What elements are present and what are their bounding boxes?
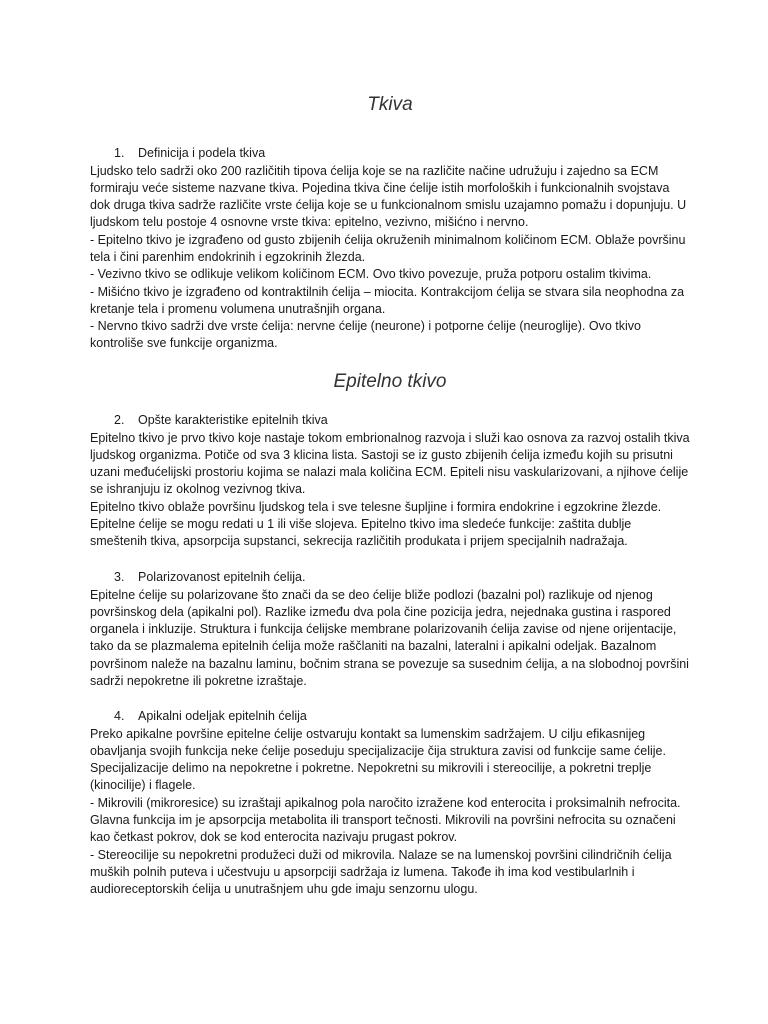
paragraph: - Mikrovili (mikroresice) su izraštaji apikalnog pola naročito izražene kod enterocita i proksimalnih nefrocita. Glavna funkcija im je apsorpcija metabolita ili transport tečnosti. Mikrovili na površini nefrocita su označeni kao četkast pokrov, dok se kod enterocita nazivaju prugast pokrov. — [90, 795, 681, 845]
section-opste-karakteristike — [90, 412, 690, 551]
section-apikalni-odeljak — [90, 708, 690, 898]
section-heading-text: Definicija i podela tkiva — [138, 146, 266, 160]
paragraph: - Vezivno tkivo se odlikuje velikom količinom ECM. Ovo tkivo povezuje, pruža potporu ostalim tkivima. — [90, 267, 652, 282]
section-heading — [90, 145, 690, 163]
section-heading — [90, 569, 690, 587]
paragraph: - Epitelno tkivo je izgrađeno od gusto zbijenih ćelija okruženih minimalnom količinom ECM. Oblaže površinu tela i čini parenhim endokrinih i egzokrinih žlezda. — [90, 232, 686, 264]
section-heading — [90, 412, 690, 430]
section-heading — [90, 708, 690, 726]
section-polarizovanost — [90, 569, 690, 690]
section-title: Epitelno tkivo — [333, 371, 447, 392]
paragraph: - Stereocilije su nepokretni produžeci duži od mikrovila. Nalaze se na lumenskoj površini cilindričnih ćelija muških polnih puteva i učestvuju u apsorpciji sadržaja iz lumena. Takođe ih ima kod vestibularlnih i audioreceptorskih ćelija u unutrašnjem uhu gde imaju senzornu ulogu. — [90, 847, 672, 897]
section-number: 3. — [114, 570, 125, 584]
section-heading-text: Polarizovanost epitelnih ćelija. — [138, 570, 306, 584]
document-title: Tkiva — [367, 94, 413, 115]
paragraph: Ljudsko telo sadrži oko 200 različitih tipova ćelija koje se na različite načine udružuju i zajedno sa ECM formiraju veće sisteme nazvane tkiva. Pojedina tkiva čine ćelije istih morfoloških i funkcionalnih svojstava dok druga tkiva sadrže različite vrste ćelija koje se u funkcionalnom smislu uzajamno pomažu i dopunjuju. U ljudskom telu postoje 4 osnovne vrste tkiva: epitelno, vezivno, mišićno i nervno. — [90, 163, 687, 230]
section-number: 1. — [114, 146, 125, 160]
section-number: 2. — [114, 413, 125, 427]
section-number: 4. — [114, 709, 125, 723]
section-heading-text: Apikalni odeljak epitelnih ćelija — [138, 709, 307, 723]
paragraph: Epitelno tkivo je prvo tkivo koje nastaje tokom embrionalnog razvoja i služi kao osnova za razvoj ostalih tkiva ljudskog organizma. Potiče od sva 3 klicina lista. Sastoji se iz gusto zbijenih ćelija između kojih su prisutni uzani međućelijski prostoriu kojima se nalazi mala količina ECM. Epiteli nisu vaskularizovani, a njihove ćelije se ishranjuju iz okolnog vezivnog tkiva. — [90, 430, 690, 497]
paragraph: Epitelno tkivo oblaže površinu ljudskog tela i sve telesne šupljine i formira endokrine i egzokrine žlezde. Epitelne ćelije se mogu redati u 1 ili više slojeva. Epitelno tkivo ima sledeće funkcije: zaštita dublje smeštenih tkiva, apsorpcija supstanci, sekrecija različitih produkata i prijem specijalnih nadražaja. — [90, 499, 662, 549]
section-definicija — [90, 145, 690, 353]
paragraph: Preko apikalne površine epitelne ćelije ostvaruju kontakt sa lumenskim sadržajem. U cilju efikasnijeg obavljanja svojih funkcija neke ćelije poseduju specijalizacije čija struktura zavisi od funkcije same ćelije. Specijalizacije delimo na nepokretne i pokretne. Nepokretni su mikrovili i stereocilije, a pokretni treplje (kinocilije) i flagele. — [90, 726, 666, 793]
paragraph: Epitelne ćelije su polarizovane što znači da se deo ćelije bliže podlozi (bazalni pol) razlikuje od njenog površinskog dela (apikalni pol). Razlike između dva pola čine pozicija jedra, nejednaka gustina i raspored organela i inkluzije. Struktura i funkcija ćelijske membrane polarizovanih ćelija zavise od njene orijentacije, tako da se plazmalema epitelnih ćelija može raščlaniti na bazalni, lateralni i apikalni odeljak. Bazalnom površinom naleže na bazalnu laminu, bočnim strana se povezuje sa susednim ćelija, a na slobodnoj površini sadrži nepokretne ili pokretne izraštaje. — [90, 587, 689, 688]
paragraph: - Mišićno tkivo je izgrađeno od kontraktilnih ćelija – miocita. Kontrakcijom ćelija se stvara sila neophodna za kretanje tela i promenu volumena unutrašnjih organa. — [90, 284, 685, 316]
section-heading-text: Opšte karakteristike epitelnih tkiva — [138, 413, 328, 427]
paragraph: - Nervno tkivo sadrži dve vrste ćelija: nervne ćelije (neurone) i potporne ćelije (neuroglije). Ovo tkivo kontroliše sve funkcije organizma. — [90, 319, 641, 351]
